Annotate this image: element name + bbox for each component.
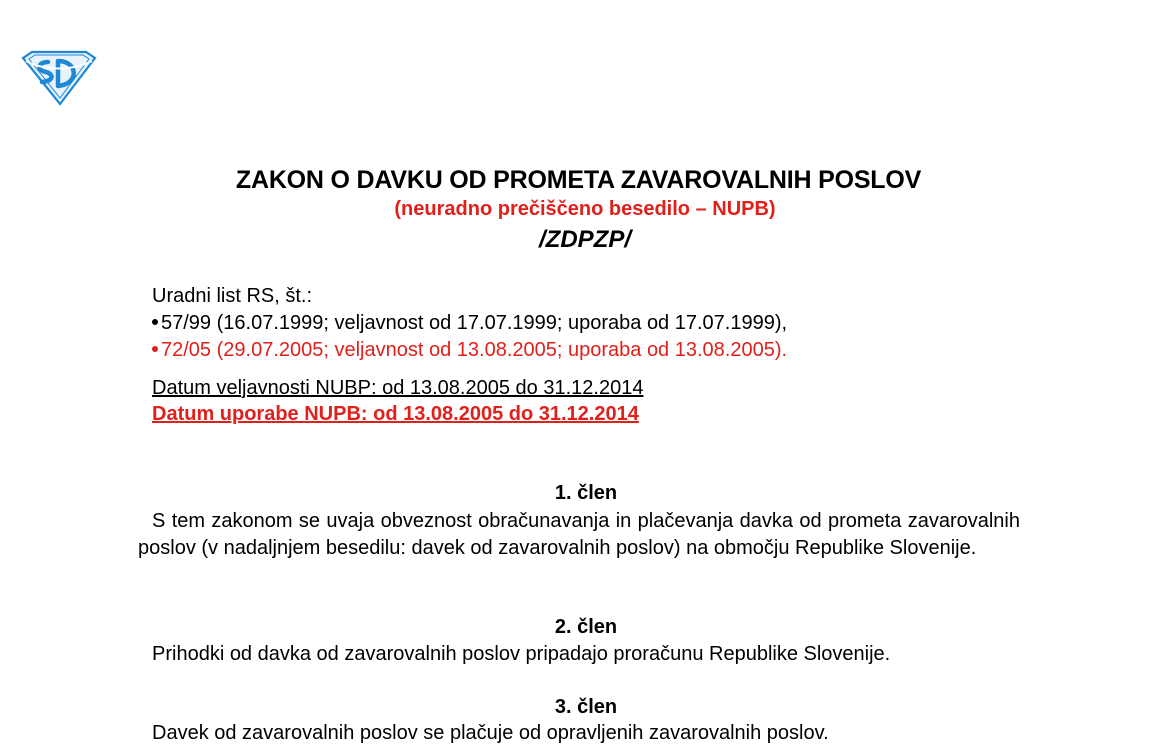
gazette-entry — [152, 310, 787, 337]
gazette-references — [152, 283, 787, 364]
gazette-entry — [152, 337, 787, 364]
bullet-icon — [152, 346, 158, 352]
article-heading: 3. člen — [554, 696, 618, 718]
gazette-entry-text: 57/99 (16.07.1999; veljavnost od 17.07.1999; uporaba od 17.07.1999), — [161, 312, 788, 334]
application-date: Datum uporabe NUPB: od 13.08.2005 do 31.12.2014 — [152, 403, 639, 425]
validity-date: Datum veljavnosti NUBP: od 13.08.2005 do 31.12.2014 — [152, 377, 644, 399]
article-text: Davek od zavarovalnih poslov se plačuje od opravljenih zavarovalnih poslov. — [152, 722, 829, 744]
document-subtitle: (neuradno prečiščeno besedilo – NUPB) — [394, 198, 776, 220]
shield-logo-icon — [20, 48, 98, 106]
gazette-label: Uradni list RS, št.: — [152, 285, 313, 307]
article-text: Prihodki od davka od zavarovalnih poslov pripadajo proračunu Republike Slovenije. — [152, 643, 891, 665]
document-abbreviation: /ZDPZP/ — [538, 226, 631, 253]
bullet-icon — [152, 319, 158, 325]
gazette-entry-text: 72/05 (29.07.2005; veljavnost od 13.08.2005; uporaba od 13.08.2005). — [161, 339, 788, 361]
document-title: ZAKON O DAVKU OD PROMETA ZAVAROVALNIH POSLOV — [235, 166, 922, 194]
article-heading: 1. člen — [554, 482, 618, 504]
article-heading: 2. člen — [554, 616, 618, 638]
validity-dates — [152, 375, 643, 427]
article-text: S tem zakonom se uvaja obveznost obračunavanja in plačevanja davka od prometa zavarovalnih poslov (v nadaljnjem besedilu: davek od zavarovalnih poslov) na območju Republike Slovenije. — [138, 510, 1020, 559]
